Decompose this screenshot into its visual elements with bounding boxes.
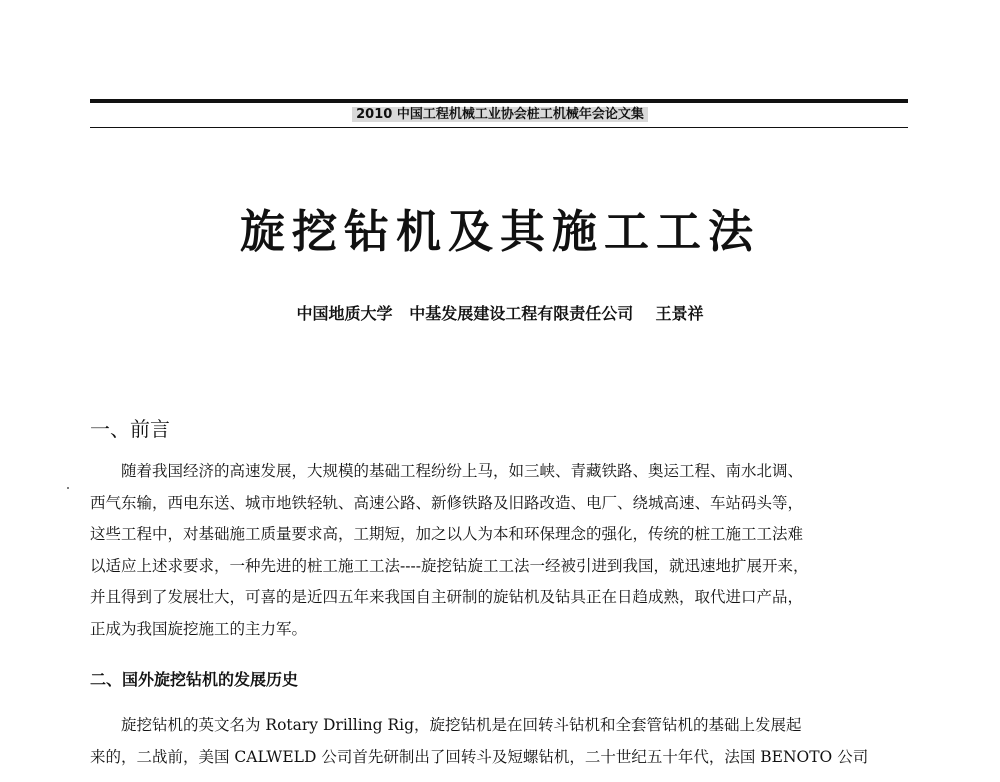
paragraph-line: 旋挖钻机的英文名为 Rotary Drilling Rig，旋挖钻机是在回转斗钻机和全套管钻机的基础上发展起 — [121, 716, 802, 734]
paragraph-line: 随着我国经济的高速发展，大规模的基础工程纷纷上马，如三峡、青藏铁路、奥运工程、南水北调、 — [121, 462, 804, 480]
paragraph-line: 这些工程中，对基础施工质量要求高，工期短，加之以人为本和环保理念的强化，传统的桩工施工工法难 — [90, 525, 804, 543]
running-header — [0, 106, 1000, 124]
section-1-paragraph — [90, 456, 908, 645]
header-rule-thin — [90, 127, 908, 128]
section-heading-2: 二、国外旋挖钻机的发展历史 — [90, 670, 299, 689]
section-heading-1: 一、前言 — [90, 417, 170, 441]
paper-title: 旋挖钻机及其施工工法 — [239, 205, 760, 258]
scan-speck — [67, 487, 69, 489]
paragraph-line: 并且得到了发展壮大，可喜的是近四五年来我国自主研制的旋钻机及钻具正在日趋成熟，取代进口产品， — [90, 588, 804, 606]
running-header-text: 2010 中国工程机械工业协会桩工机械年会论文集 — [352, 107, 648, 122]
paragraph-line: 来的，二战前，美国 CALWELD 公司首先研制出了回转斗及短螺钻机，二十世纪五十年代，法国 BENOTO 公司 — [90, 747, 869, 766]
author-line: 中国地质大学 中基发展建设工程有限责任公司 王景祥 — [296, 304, 704, 323]
paragraph-line: 西气东输，西电东送、城市地铁轻轨、高速公路、新修铁路及旧路改造、电厂、绕城高速、车站码头等， — [90, 493, 804, 512]
section-2-paragraph — [90, 710, 908, 773]
paragraph-line: 以适应上述求要求，一种先进的桩工施工工法----旋挖钻旋工工法一经被引进到我国，就迅速地扩展开来， — [90, 556, 809, 575]
header-rule-thick — [90, 99, 908, 103]
paragraph-line: 正成为我国旋挖施工的主力军。 — [90, 619, 308, 638]
